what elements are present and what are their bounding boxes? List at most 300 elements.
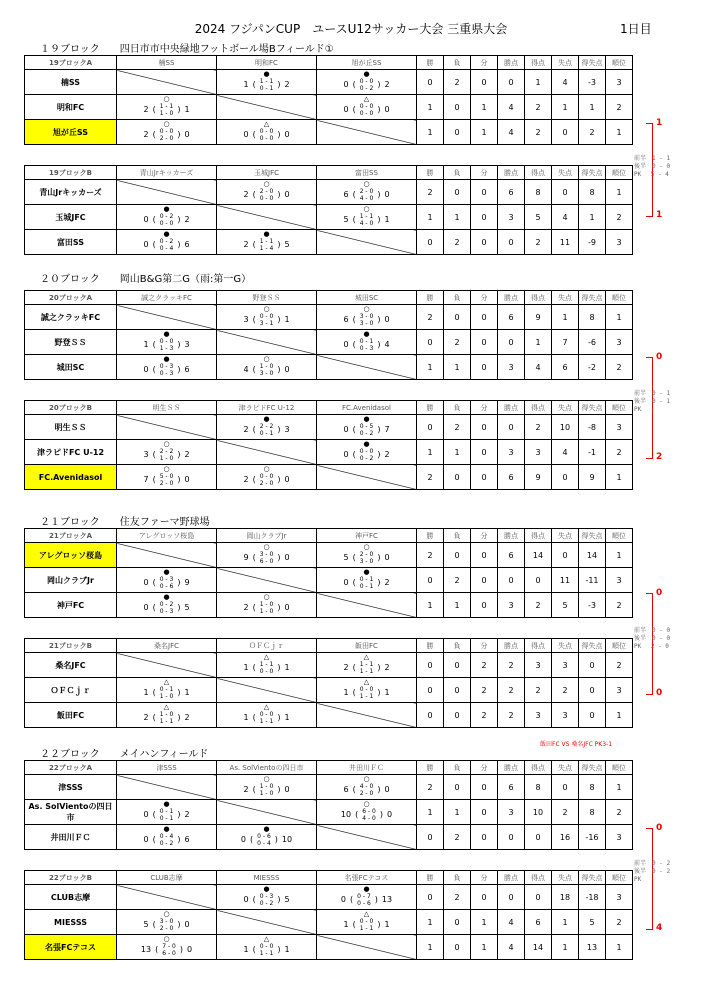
first-half-score: 0 - 0 bbox=[259, 313, 274, 320]
match-cell bbox=[317, 95, 417, 120]
stat-header: 得失点 bbox=[579, 166, 606, 180]
stat-cell: 1 bbox=[552, 95, 579, 120]
first-half-score: 0 - 3 bbox=[159, 363, 174, 370]
match-score bbox=[317, 313, 416, 327]
stat-cell: 8 bbox=[525, 775, 552, 800]
match-cell bbox=[317, 180, 417, 205]
half-scores bbox=[260, 78, 274, 92]
stat-cell: 1 bbox=[417, 120, 444, 145]
stat-cell: 10 bbox=[525, 800, 552, 825]
stat-cell: 3 bbox=[606, 825, 633, 850]
stat-header: 順位 bbox=[606, 401, 633, 415]
first-half-score: 1 - 1 bbox=[359, 661, 374, 668]
team-score: 0 bbox=[143, 835, 149, 844]
team-score: 2 bbox=[143, 130, 149, 139]
paren-open: ( bbox=[252, 895, 256, 904]
diagonal-cell bbox=[117, 775, 217, 800]
table-row bbox=[25, 95, 633, 120]
match-score bbox=[317, 661, 416, 675]
stat-cell: 2 bbox=[525, 593, 552, 618]
team-score: 5 bbox=[343, 553, 349, 562]
stat-cell: 8 bbox=[525, 180, 552, 205]
standings-table bbox=[24, 400, 633, 490]
half-scores bbox=[160, 473, 174, 487]
second-half-score: 1 - 1 bbox=[359, 693, 374, 700]
stat-header: 得点 bbox=[525, 871, 552, 885]
opponent-score: 1 bbox=[184, 105, 190, 114]
first-half-score: 1 - 0 bbox=[259, 783, 274, 790]
paren-open: ( bbox=[352, 425, 356, 434]
first-half-score: 0 - 3 bbox=[259, 893, 274, 900]
half-scores bbox=[260, 313, 274, 327]
result-mark: ● bbox=[263, 70, 270, 78]
match-cell bbox=[217, 120, 317, 145]
result-mark: ● bbox=[163, 330, 170, 338]
opponent-header: 神戸FC bbox=[317, 529, 417, 543]
result-mark: △ bbox=[363, 95, 370, 103]
stat-cell: -3 bbox=[579, 593, 606, 618]
second-half-score: 0 - 1 bbox=[259, 430, 274, 437]
match-score bbox=[217, 238, 316, 252]
diagonal-cell bbox=[217, 440, 317, 465]
opponent-score: 5 bbox=[284, 240, 290, 249]
first-half-score: 3 - 0 bbox=[359, 313, 374, 320]
paren-open: ( bbox=[152, 835, 156, 844]
stat-cell: 5 bbox=[579, 910, 606, 935]
stat-cell: 1 bbox=[417, 593, 444, 618]
result-mark: ● bbox=[163, 355, 170, 363]
second-half-score: 0 - 2 bbox=[359, 85, 374, 92]
second-half-score: 3 - 0 bbox=[259, 370, 274, 377]
match-cell bbox=[217, 355, 317, 380]
team-score: 0 bbox=[243, 130, 249, 139]
first-half-score: 0 - 0 bbox=[359, 448, 374, 455]
stat-header: 得失点 bbox=[579, 639, 606, 653]
paren-close: ) bbox=[377, 553, 381, 562]
stat-header: 得点 bbox=[525, 56, 552, 70]
result-mark: ○ bbox=[163, 910, 170, 918]
second-half-score: 0 - 1 bbox=[359, 583, 374, 590]
opponent-score: 0 bbox=[184, 475, 190, 484]
paren-close: ) bbox=[277, 553, 281, 562]
stat-header: 勝点 bbox=[498, 56, 525, 70]
stat-cell: 0 bbox=[471, 568, 498, 593]
first-half-score: 0 - 0 bbox=[159, 128, 174, 135]
result-mark: ○ bbox=[363, 775, 370, 783]
match-cell bbox=[217, 775, 317, 800]
team-score: 3 bbox=[243, 315, 249, 324]
header-row bbox=[25, 639, 633, 653]
match-cell bbox=[217, 703, 317, 728]
match-cell bbox=[117, 465, 217, 490]
standings-table bbox=[24, 290, 633, 380]
team-score: 2 bbox=[243, 475, 249, 484]
team-score: 0 bbox=[343, 80, 349, 89]
stat-cell: 2 bbox=[444, 825, 471, 850]
stat-cell: 0 bbox=[471, 775, 498, 800]
stat-cell: 1 bbox=[444, 355, 471, 380]
paren-close: ) bbox=[277, 603, 281, 612]
half-scores bbox=[360, 686, 374, 700]
stat-header: 得失点 bbox=[579, 761, 606, 775]
diagonal-cell bbox=[117, 180, 217, 205]
paren-open: ( bbox=[252, 663, 256, 672]
second-half-score: 2 - 0 bbox=[159, 480, 174, 487]
stat-header: 失点 bbox=[552, 529, 579, 543]
paren-close: ) bbox=[274, 835, 278, 844]
match-cell bbox=[317, 910, 417, 935]
stat-header: 勝 bbox=[417, 291, 444, 305]
stat-cell: 3 bbox=[498, 440, 525, 465]
stat-cell: 1 bbox=[606, 465, 633, 490]
match-cell bbox=[217, 935, 317, 960]
diagonal-cell bbox=[317, 935, 417, 960]
team-name: 名張FCテコス bbox=[25, 935, 117, 960]
opponent-header: 明生ＳＳ bbox=[117, 401, 217, 415]
match-cell bbox=[217, 543, 317, 568]
paren-open: ( bbox=[155, 945, 159, 954]
team-score: 0 bbox=[343, 425, 349, 434]
opponent-header: 津ラピドFC U-12 bbox=[217, 401, 317, 415]
stat-header: 順位 bbox=[606, 529, 633, 543]
match-cell bbox=[117, 800, 217, 825]
opponent-score: 2 bbox=[384, 578, 390, 587]
team-score: 5 bbox=[143, 920, 149, 929]
stat-header: 失点 bbox=[552, 871, 579, 885]
paren-close: ) bbox=[177, 835, 181, 844]
stat-cell: 0 bbox=[444, 775, 471, 800]
stat-header: 分 bbox=[471, 871, 498, 885]
paren-close: ) bbox=[177, 475, 181, 484]
team-score: 2 bbox=[243, 603, 249, 612]
opponent-header: 誠之クラッキFC bbox=[117, 291, 217, 305]
first-half-score: 0 - 2 bbox=[159, 213, 174, 220]
opponent-header: 旭が丘SS bbox=[317, 56, 417, 70]
stat-cell: 9 bbox=[525, 465, 552, 490]
stat-cell: 1 bbox=[417, 935, 444, 960]
stat-cell: 0 bbox=[444, 543, 471, 568]
match-score bbox=[117, 833, 216, 847]
first-half-score: 0 - 6 bbox=[257, 833, 271, 840]
paren-open: ( bbox=[352, 315, 356, 324]
stat-cell: 1 bbox=[579, 205, 606, 230]
half-scores bbox=[260, 711, 274, 725]
stat-cell: 0 bbox=[417, 703, 444, 728]
paren-open: ( bbox=[252, 553, 256, 562]
stat-header: 勝点 bbox=[498, 401, 525, 415]
pk-note: 飯田FC VS 桑名JFC PK3-1 bbox=[540, 741, 613, 748]
half-scores bbox=[360, 103, 374, 117]
stat-cell: 0 bbox=[444, 678, 471, 703]
team-score: 1 bbox=[343, 688, 349, 697]
stat-cell: 1 bbox=[552, 305, 579, 330]
half-scores bbox=[260, 661, 274, 675]
opponent-score: 0 bbox=[186, 945, 193, 954]
stat-header: 勝点 bbox=[498, 529, 525, 543]
result-mark: △ bbox=[263, 120, 270, 128]
table-row bbox=[25, 70, 633, 95]
table-row bbox=[25, 825, 633, 850]
team-name: 楠SS bbox=[25, 70, 117, 95]
result-mark: ● bbox=[163, 568, 170, 576]
first-half-score: 0 - 2 bbox=[159, 238, 174, 245]
half-scores bbox=[360, 338, 374, 352]
opponent-score: 0 bbox=[384, 315, 390, 324]
stat-cell: 2 bbox=[606, 355, 633, 380]
stat-cell: 0 bbox=[417, 415, 444, 440]
result-mark: △ bbox=[163, 678, 170, 686]
stat-cell: 2 bbox=[444, 415, 471, 440]
paren-open: ( bbox=[352, 340, 356, 349]
stat-header: 負 bbox=[444, 761, 471, 775]
second-half-score: 0 - 4 bbox=[257, 840, 271, 847]
paren-open: ( bbox=[152, 130, 156, 139]
team-score: 9 bbox=[243, 553, 249, 562]
half-scores bbox=[160, 213, 174, 227]
opponent-score: 1 bbox=[384, 215, 390, 224]
result-mark: △ bbox=[263, 653, 270, 661]
match-score bbox=[117, 103, 216, 117]
match-score bbox=[217, 423, 316, 437]
paren-close: ) bbox=[277, 895, 281, 904]
team-name: 玉城JFC bbox=[25, 205, 117, 230]
table-row bbox=[25, 180, 633, 205]
match-score bbox=[317, 188, 416, 202]
result-mark: ● bbox=[263, 825, 270, 833]
stat-header: 順位 bbox=[606, 871, 633, 885]
stat-cell: 0 bbox=[552, 543, 579, 568]
half-scores bbox=[260, 551, 274, 565]
opponent-header: CLUB志摩 bbox=[117, 871, 217, 885]
opponent-score: 2 bbox=[384, 80, 390, 89]
stat-cell: 0 bbox=[579, 678, 606, 703]
match-score bbox=[217, 313, 316, 327]
match-cell bbox=[317, 415, 417, 440]
match-score bbox=[217, 711, 316, 725]
team-name: 野登ＳＳ bbox=[25, 330, 117, 355]
opponent-score: 7 bbox=[384, 425, 390, 434]
stat-cell: -3 bbox=[579, 70, 606, 95]
paren-close: ) bbox=[177, 365, 181, 374]
stat-header: 分 bbox=[471, 56, 498, 70]
team-score: 3 bbox=[143, 450, 149, 459]
paren-close: ) bbox=[179, 945, 183, 954]
stat-cell: 2 bbox=[444, 70, 471, 95]
second-half-score: 0 - 0 bbox=[359, 110, 374, 117]
stat-header: 負 bbox=[444, 56, 471, 70]
second-half-score: 1 - 1 bbox=[159, 718, 174, 725]
result-mark: ● bbox=[363, 568, 370, 576]
stat-header: 得点 bbox=[525, 529, 552, 543]
match-cell bbox=[117, 568, 217, 593]
stat-cell: 3 bbox=[525, 653, 552, 678]
paren-close: ) bbox=[177, 578, 181, 587]
opponent-header: 野登ＳＳ bbox=[217, 291, 317, 305]
block-name: 20ブロックB bbox=[25, 401, 117, 415]
result-mark: ○ bbox=[263, 775, 270, 783]
match-score bbox=[217, 893, 316, 907]
table-row bbox=[25, 440, 633, 465]
first-half-score: 6 - 0 bbox=[362, 808, 376, 815]
result-mark: ○ bbox=[363, 305, 370, 313]
stat-cell: 0 bbox=[471, 440, 498, 465]
final-half-pk: 前半 0 - 1 後半 0 - 1 PK - bbox=[634, 390, 671, 413]
match-score bbox=[317, 808, 416, 822]
result-mark: ● bbox=[363, 415, 370, 423]
stat-cell: 0 bbox=[498, 230, 525, 255]
stat-cell: 0 bbox=[444, 95, 471, 120]
group-heading: ２２ブロック メイハンフィールド bbox=[40, 749, 209, 760]
stat-cell: 2 bbox=[606, 95, 633, 120]
diagonal-cell bbox=[117, 415, 217, 440]
stat-cell: 14 bbox=[525, 935, 552, 960]
stat-cell: 0 bbox=[471, 305, 498, 330]
final-half-pk: 前半 0 - 2 後半 0 - 2 PK - bbox=[634, 860, 671, 883]
final-score-a: 1 bbox=[656, 118, 663, 128]
table-row bbox=[25, 678, 633, 703]
final-score-b: 2 bbox=[656, 452, 663, 462]
second-half-score: 0 - 1 bbox=[259, 85, 274, 92]
paren-open: ( bbox=[152, 240, 156, 249]
opponent-score: 1 bbox=[384, 920, 390, 929]
result-mark: △ bbox=[363, 653, 370, 661]
half-scores bbox=[260, 238, 274, 252]
paren-close: ) bbox=[377, 450, 381, 459]
stat-header: 負 bbox=[444, 529, 471, 543]
stat-cell: 8 bbox=[579, 180, 606, 205]
header-row bbox=[25, 871, 633, 885]
half-scores bbox=[257, 833, 271, 847]
half-scores bbox=[360, 918, 374, 932]
paren-close: ) bbox=[177, 215, 181, 224]
result-mark: ● bbox=[163, 205, 170, 213]
match-score bbox=[117, 448, 216, 462]
result-mark: ○ bbox=[263, 543, 270, 551]
result-mark: ○ bbox=[263, 465, 270, 473]
stat-cell: 7 bbox=[552, 330, 579, 355]
opponent-score: 2 bbox=[284, 80, 290, 89]
second-half-score: 3 - 1 bbox=[259, 320, 274, 327]
first-half-score: 1 - 0 bbox=[159, 711, 174, 718]
match-cell bbox=[217, 593, 317, 618]
half-scores bbox=[360, 213, 374, 227]
match-cell bbox=[117, 355, 217, 380]
opponent-header: 明和FC bbox=[217, 56, 317, 70]
stat-cell: 4 bbox=[552, 205, 579, 230]
result-mark: ● bbox=[163, 593, 170, 601]
match-score bbox=[217, 661, 316, 675]
result-mark: ○ bbox=[363, 543, 370, 551]
final-score-a: 0 bbox=[656, 352, 663, 362]
stat-cell: 8 bbox=[579, 800, 606, 825]
result-mark: ● bbox=[163, 825, 170, 833]
second-half-score: 0 - 6 bbox=[357, 900, 371, 907]
opponent-score: 6 bbox=[184, 240, 190, 249]
team-score: 1 bbox=[343, 920, 349, 929]
stat-cell: 0 bbox=[552, 120, 579, 145]
opponent-header: 楠SS bbox=[117, 56, 217, 70]
first-half-score: 0 - 0 bbox=[259, 711, 274, 718]
stat-cell: 3 bbox=[606, 568, 633, 593]
team-name: 明和FC bbox=[25, 95, 117, 120]
opponent-score: 0 bbox=[284, 365, 290, 374]
second-half-score: 0 - 1 bbox=[159, 815, 174, 822]
stat-cell: 1 bbox=[417, 205, 444, 230]
stat-cell: 0 bbox=[471, 330, 498, 355]
opponent-score: 2 bbox=[184, 810, 190, 819]
stat-cell: 2 bbox=[417, 543, 444, 568]
half-scores bbox=[260, 893, 274, 907]
opponent-score: 0 bbox=[384, 190, 390, 199]
stat-cell: 2 bbox=[552, 678, 579, 703]
paren-close: ) bbox=[177, 450, 181, 459]
stat-cell: 0 bbox=[444, 465, 471, 490]
group-heading: ２１ブロック 住友ファーマ野球場 bbox=[40, 517, 210, 528]
match-cell bbox=[317, 205, 417, 230]
stat-header: 順位 bbox=[606, 56, 633, 70]
stat-cell: 11 bbox=[552, 230, 579, 255]
team-score: 0 bbox=[340, 895, 347, 904]
match-score bbox=[217, 128, 316, 142]
second-half-score: 3 - 0 bbox=[359, 320, 374, 327]
paren-open: ( bbox=[352, 663, 356, 672]
half-scores bbox=[360, 661, 374, 675]
stat-cell: 6 bbox=[498, 305, 525, 330]
stat-cell: 6 bbox=[498, 775, 525, 800]
second-half-score: 2 - 0 bbox=[159, 135, 174, 142]
table-row bbox=[25, 230, 633, 255]
team-score: 2 bbox=[243, 425, 249, 434]
match-score bbox=[317, 448, 416, 462]
second-half-score: 0 - 2 bbox=[359, 430, 374, 437]
team-name: 旭が丘SS bbox=[25, 120, 117, 145]
stat-cell: 0 bbox=[471, 205, 498, 230]
stat-cell: 0 bbox=[417, 678, 444, 703]
match-cell bbox=[217, 415, 317, 440]
stat-header: 分 bbox=[471, 291, 498, 305]
half-scores bbox=[160, 576, 174, 590]
stat-header: 負 bbox=[444, 871, 471, 885]
block-name: 22ブロックA bbox=[25, 761, 117, 775]
stat-cell: 2 bbox=[471, 703, 498, 728]
stat-cell: 2 bbox=[417, 775, 444, 800]
paren-close: ) bbox=[277, 240, 281, 249]
stat-header: 順位 bbox=[606, 291, 633, 305]
opponent-score: 2 bbox=[184, 450, 190, 459]
team-score: 1 bbox=[243, 945, 249, 954]
team-name: 城田SC bbox=[25, 355, 117, 380]
stat-header: 負 bbox=[444, 291, 471, 305]
paren-close: ) bbox=[377, 425, 381, 434]
stat-header: 失点 bbox=[552, 401, 579, 415]
match-cell bbox=[117, 678, 217, 703]
result-mark: ● bbox=[163, 800, 170, 808]
day-label: 1日目 bbox=[620, 22, 652, 36]
result-mark: ● bbox=[363, 330, 370, 338]
diagonal-cell bbox=[117, 305, 217, 330]
second-half-score: 4 - 0 bbox=[362, 815, 376, 822]
paren-open: ( bbox=[152, 603, 156, 612]
opponent-score: 5 bbox=[284, 895, 290, 904]
opponent-header: As. SolVientoの四日市 bbox=[217, 761, 317, 775]
stat-cell: 18 bbox=[552, 885, 579, 910]
group-heading: １９ブロック 四日市市中央緑地フットボール場Bフィールド① bbox=[40, 44, 334, 55]
second-half-score: 0 - 4 bbox=[159, 245, 174, 252]
match-score bbox=[117, 363, 216, 377]
stat-cell: 1 bbox=[606, 543, 633, 568]
stat-cell: 1 bbox=[606, 935, 633, 960]
second-half-score: 0 - 2 bbox=[359, 455, 374, 462]
